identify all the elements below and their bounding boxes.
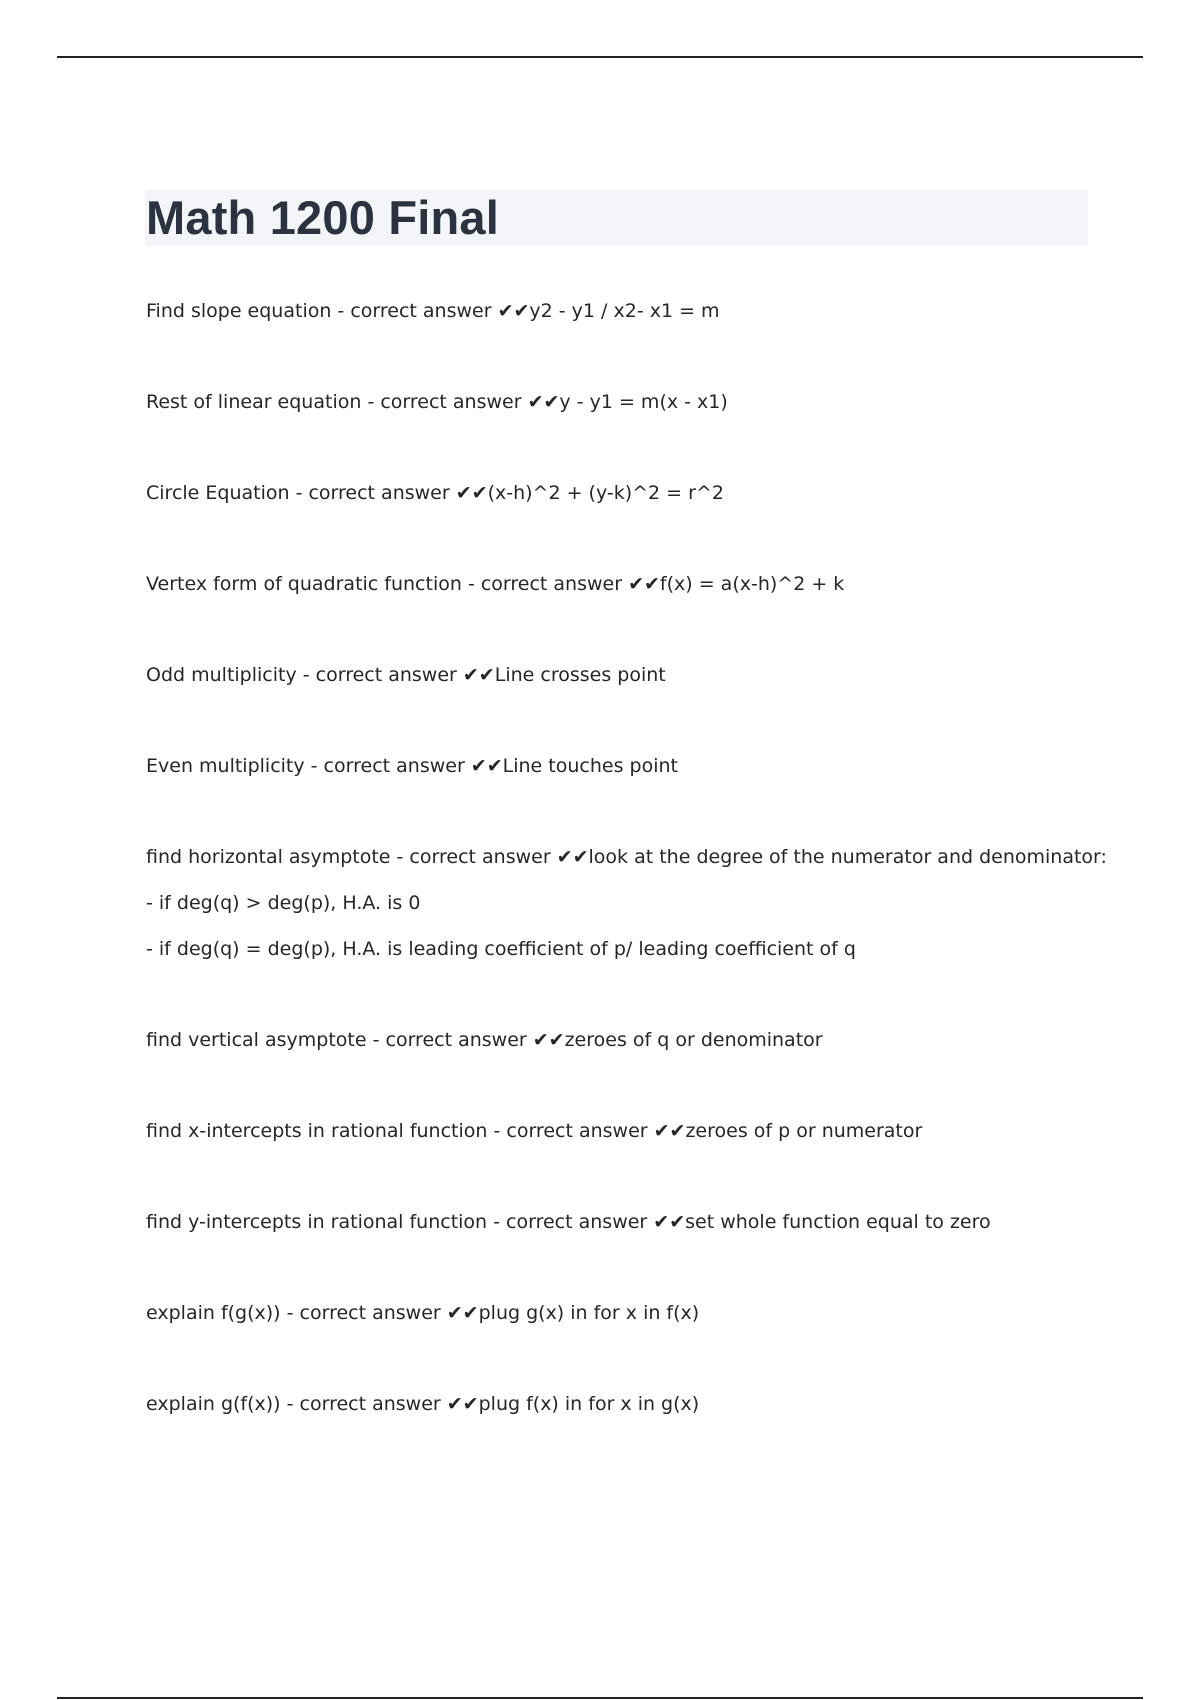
answer-separator: - correct answer (366, 1029, 533, 1051)
qa-line (146, 1290, 1106, 1336)
answer-detail-line: - if deg(q) = deg(p), H.A. is leading coefficient of p/ leading coefficient of q (146, 938, 856, 960)
double-check-icon: ✔✔ (653, 1120, 686, 1142)
answer-separator: - correct answer (280, 1302, 447, 1324)
bottom-divider (57, 1697, 1143, 1699)
qa-line (146, 652, 1106, 698)
double-check-icon: ✔✔ (497, 300, 530, 322)
question-text: Even multiplicity (146, 755, 305, 777)
double-check-icon: ✔✔ (653, 1211, 686, 1233)
question-text: explain g(f(x)) (146, 1393, 281, 1415)
double-check-icon: ✔✔ (628, 573, 660, 595)
answer-separator: - correct answer (390, 846, 557, 868)
double-check-icon: ✔✔ (556, 846, 589, 868)
qa-item (146, 1199, 1106, 1245)
question-text: Rest of linear equation (146, 391, 362, 413)
qa-line (146, 1017, 1106, 1063)
answer-separator: - correct answer (361, 391, 528, 413)
page-title: Math 1200 Final (146, 191, 499, 244)
answer-separator: - correct answer (331, 300, 498, 322)
answer-separator: - correct answer (487, 1120, 654, 1142)
answer-separator: - correct answer (487, 1211, 654, 1233)
answer-text: (x-h)^2 + (y-k)^2 = r^2 (487, 482, 724, 504)
answer-detail-line: - if deg(q) > deg(p), H.A. is 0 (146, 892, 421, 914)
double-check-icon: ✔✔ (462, 664, 495, 686)
double-check-icon: ✔✔ (455, 482, 488, 504)
answer-text: zeroes of p or numerator (685, 1120, 923, 1142)
qa-line (146, 1108, 1106, 1154)
qa-line (146, 288, 1106, 334)
qa-line (146, 743, 1106, 789)
question-text: Find slope equation (146, 300, 332, 322)
qa-item (146, 470, 1106, 516)
qa-line (146, 1381, 1106, 1427)
qa-line (146, 1199, 1106, 1245)
qa-item (146, 561, 1106, 607)
answer-text: f(x) = a(x-h)^2 + k (659, 573, 845, 595)
answer-text: zeroes of q or denominator (564, 1029, 823, 1051)
qa-list (146, 288, 1106, 1472)
answer-separator: - correct answer (296, 664, 463, 686)
answer-text: y - y1 = m(x - x1) (559, 391, 728, 413)
question-text: find vertical asymptote (146, 1029, 367, 1051)
double-check-icon: ✔✔ (446, 1302, 479, 1324)
qa-item (146, 1017, 1106, 1063)
qa-item (146, 743, 1106, 789)
qa-item (146, 652, 1106, 698)
double-check-icon: ✔✔ (470, 755, 503, 777)
qa-item (146, 288, 1106, 334)
question-text: Vertex form of quadratic function (146, 573, 462, 595)
question-text: explain f(g(x)) (146, 1302, 281, 1324)
question-text: find horizontal asymptote (146, 846, 391, 868)
question-text: Circle Equation (146, 482, 290, 504)
answer-text: Line crosses point (494, 664, 666, 686)
qa-line (146, 561, 1106, 607)
question-text: find y-intercepts in rational function (146, 1211, 488, 1233)
double-check-icon: ✔✔ (532, 1029, 565, 1051)
answer-separator: - correct answer (461, 573, 629, 595)
answer-text: plug g(x) in for x in f(x) (478, 1302, 700, 1324)
qa-item (146, 1108, 1106, 1154)
answer-text: y2 - y1 / x2- x1 = m (529, 300, 720, 322)
answer-separator: - correct answer (289, 482, 456, 504)
qa-line (146, 834, 1106, 880)
double-check-icon: ✔✔ (446, 1393, 479, 1415)
double-check-icon: ✔✔ (527, 391, 560, 413)
top-divider (57, 56, 1143, 58)
question-text: find x-intercepts in rational function (146, 1120, 488, 1142)
qa-item (146, 1381, 1106, 1427)
answer-text: look at the degree of the numerator and denominator: (588, 846, 1107, 868)
answer-text: Line touches point (502, 755, 678, 777)
qa-item (146, 1290, 1106, 1336)
qa-line (146, 470, 1106, 516)
qa-item (146, 834, 1106, 972)
answer-text: plug f(x) in for x in g(x) (478, 1393, 700, 1415)
qa-item (146, 379, 1106, 425)
answer-text: set whole function equal to zero (685, 1211, 991, 1233)
qa-line (146, 379, 1106, 425)
question-text: Odd multiplicity (146, 664, 297, 686)
answer-separator: - correct answer (280, 1393, 447, 1415)
answer-separator: - correct answer (304, 755, 471, 777)
